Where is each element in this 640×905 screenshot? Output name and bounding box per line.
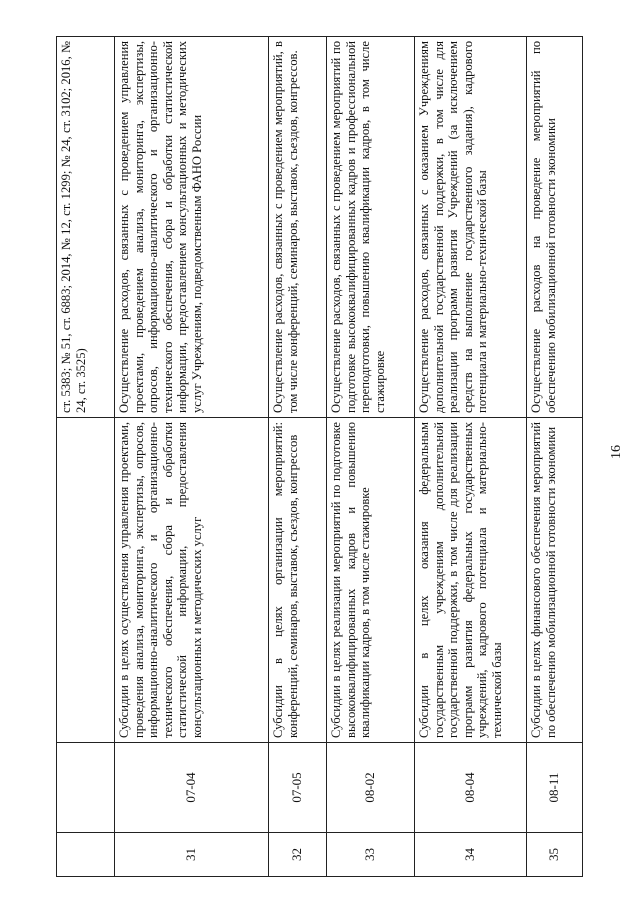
row-subsidy-text: Субсидии в целях организации мероприятий: конференций, семинаров, выставок, съездов, конгрессов [269,418,327,743]
table-row [415,37,527,877]
row-code: 08-02 [327,743,415,833]
row-purpose-text: Осуществление расходов, связанных с оказанием Учреждениям дополнительной государственной поддержки, в том числе для реализации программ развития Учреждений (за исключением средств на выполнение государственного задания), кадрового потенциала и материально-технической базы [415,37,527,418]
row-subsidy-text: Субсидии в целях оказания федеральным государственным учреждениям дополнительной государственной поддержки, в том числе для реализации программ развития федеральных государственных учреждений, кадрового потенциала и материально-технической базы [415,418,527,743]
row-code: 08-11 [527,743,583,833]
table-row [527,37,583,877]
table-cell-empty [57,418,115,743]
row-number: 34 [415,833,527,877]
table-row [115,37,269,877]
row-purpose-text: Осуществление расходов на проведение мероприятий по обеспечению мобилизационной готовности экономики [527,37,583,418]
table-row [327,37,415,877]
row-code: 08-04 [415,743,527,833]
table-row [269,37,327,877]
page-number: 16 [609,445,624,459]
row-subsidy-text: Субсидии в целях осуществления управления проектами, проведения анализа, мониторинга, экспертизы, опросов, информационно-аналитического и организационно-технического обеспечения, сбора и обработки статистической информации, предоставления консультационных и методических услуг [115,418,269,743]
row-code: 07-05 [269,743,327,833]
table-row-continuation [57,37,115,877]
row-subsidy-text: Субсидии в целях реализации мероприятий по подготовке высококвалифицированных кадров и повышению квалификации кадров, в том числе стажировке [327,418,415,743]
row-purpose-text: Осуществление расходов, связанных с проведением управления проектами, проведением анализа, мониторинга, экспертизы, опросов, информационно-аналитического и организационно-технического обеспечения, сбора и обработки статистической информации, предоставлением консультационных и методических услуг Учреждениям, подведомственным ФАНО России [115,37,269,418]
row-number: 35 [527,833,583,877]
row-code: 07-04 [115,743,269,833]
table-cell-empty [57,743,115,833]
row-subsidy-text: Субсидии в целях финансового обеспечения мероприятий по обеспечению мобилизационной готовности экономики [527,418,583,743]
row-purpose-text: Осуществление расходов, связанных с проведением мероприятий, в том числе конференций, семинаров, выставок, съездов, конгрессов. [269,37,327,418]
table-cell-continuation: ст. 5383; № 51, ст. 6883; 2014, № 12, ст. 1299; № 24, ст. 3102; 2016, № 24, ст. 3525) [57,37,115,418]
row-number: 33 [327,833,415,877]
row-number: 32 [269,833,327,877]
subsidy-table [56,36,583,877]
row-purpose-text: Осуществление расходов, связанных с проведением мероприятий по подготовке высококвалифицированных кадров и профессиональной переподготовки, повышению квалификации кадров, в том числе стажировке [327,37,415,418]
subsidy-table-rotated [56,37,580,877]
table-cell-empty [57,833,115,877]
row-number: 31 [115,833,269,877]
